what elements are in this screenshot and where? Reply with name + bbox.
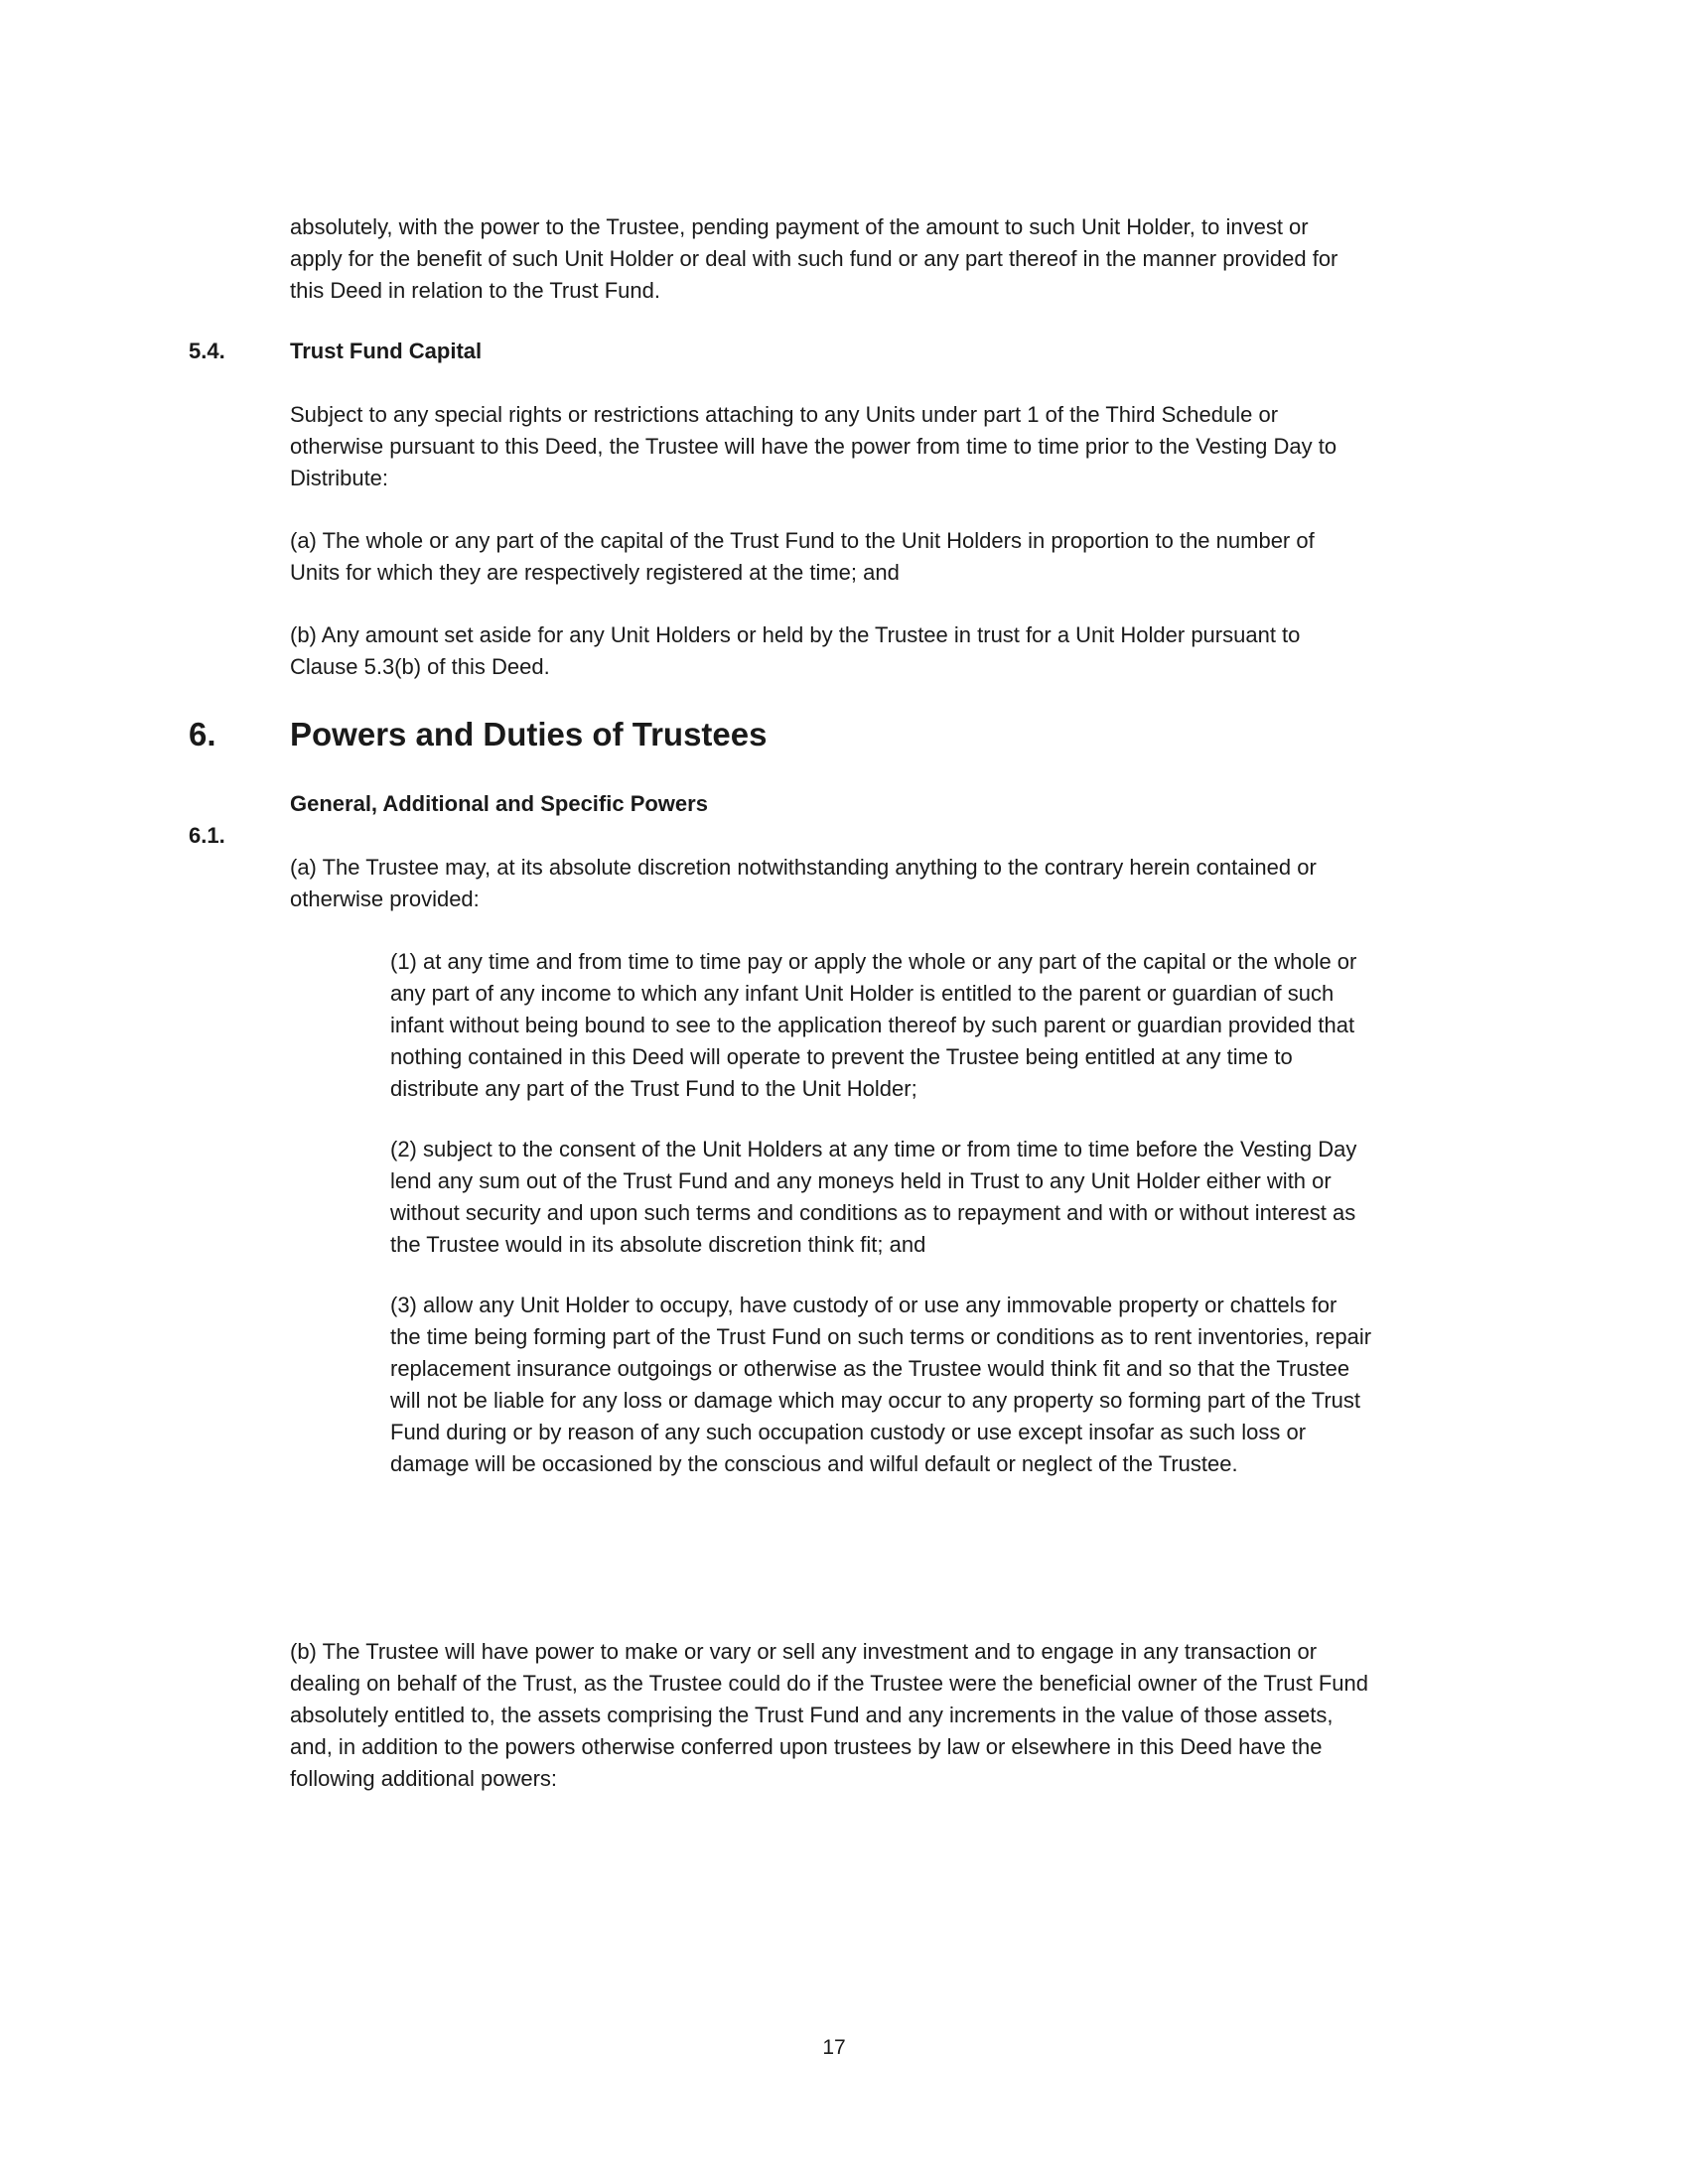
text-line: infant without being bound to see to the application thereof by such parent or guardian provided that: [390, 1013, 1355, 1037]
text-line: distribute any part of the Trust Fund to the Unit Holder;: [390, 1076, 917, 1101]
section-5-4-number: 5.4.: [189, 339, 225, 363]
section-5-4-clause-b: [290, 619, 1300, 683]
text-line: Units for which they are respectively registered at the time; and: [290, 560, 900, 585]
section-5-4-intro: [290, 399, 1336, 494]
section-6-number: 6.: [189, 716, 216, 752]
section-5-4-clause-a: [290, 525, 1315, 589]
text-line: nothing contained in this Deed will operate to prevent the Trustee being entitled at any time to: [390, 1044, 1293, 1069]
text-line: without security and upon such terms and conditions as to repayment and with or without interest as: [390, 1200, 1356, 1225]
text-line: absolutely entitled to, the assets comprising the Trust Fund and any increments in the value of those assets,: [290, 1703, 1334, 1727]
text-line: lend any sum out of the Trust Fund and any moneys held in Trust to any Unit Holder either with or: [390, 1168, 1332, 1193]
text-line: Clause 5.3(b) of this Deed.: [290, 654, 550, 679]
text-line: and, in addition to the powers otherwise conferred upon trustees by law or elsewhere in this Deed have the: [290, 1734, 1323, 1759]
text-line: (b) The Trustee will have power to make or vary or sell any investment and to engage in any transaction or: [290, 1639, 1318, 1664]
text-line: (a) The whole or any part of the capital of the Trust Fund to the Unit Holders in proportion to the number of: [290, 528, 1315, 553]
section-6-1-number: 6.1.: [189, 823, 225, 848]
section-6-1-item-3: [390, 1290, 1371, 1480]
text-line: following additional powers:: [290, 1766, 558, 1791]
text-line: (1) at any time and from time to time pay or apply the whole or any part of the capital or the whole or: [390, 949, 1357, 974]
text-line: (2) subject to the consent of the Unit Holders at any time or from time to time before the Vesting Day: [390, 1137, 1357, 1161]
section-6-1-item-1: [390, 946, 1356, 1105]
section-6-1-clause-b: [290, 1636, 1368, 1795]
text-line: (b) Any amount set aside for any Unit Holders or held by the Trustee in trust for a Unit Holder pursuant to: [290, 622, 1301, 647]
text-line: Fund during or by reason of any such occupation custody or use except insofar as such loss or: [390, 1420, 1307, 1444]
text-line: any part of any income to which any infant Unit Holder is entitled to the parent or guardian of such: [390, 981, 1335, 1006]
text-line: replacement insurance outgoings or otherwise as the Trustee would think fit and so that the Trustee: [390, 1356, 1350, 1381]
text-line: absolutely, with the power to the Trustee, pending payment of the amount to such Unit Holder, to invest or: [290, 214, 1309, 239]
section-5-4-title: Trust Fund Capital: [290, 339, 483, 363]
page-number: 17: [822, 2036, 846, 2059]
text-line: (a) The Trustee may, at its absolute discretion notwithstanding anything to the contrary herein contained or: [290, 855, 1317, 880]
section-6-1-clause-a: [290, 852, 1317, 915]
text-line: the Trustee would in its absolute discretion think fit; and: [390, 1232, 926, 1257]
text-line: will not be liable for any loss or damage which may occur to any property so forming part of the Trust: [390, 1388, 1361, 1413]
text-line: apply for the benefit of such Unit Holder or deal with such fund or any part thereof in the manner provided for: [290, 246, 1338, 271]
text-line: otherwise provided:: [290, 887, 480, 911]
section-6-1-item-2: [390, 1134, 1356, 1261]
text-line: this Deed in relation to the Trust Fund.: [290, 278, 660, 303]
text-line: damage will be occasioned by the conscious and wilful default or neglect of the Trustee.: [390, 1451, 1238, 1476]
text-line: Distribute:: [290, 466, 389, 490]
section-6-1-title: General, Additional and Specific Powers: [290, 791, 708, 816]
text-line: (3) allow any Unit Holder to occupy, have custody of or use any immovable property or chattels for: [390, 1293, 1337, 1317]
text-line: otherwise pursuant to this Deed, the Trustee will have the power from time to time prior to the Vesting Day to: [290, 434, 1337, 459]
continuation-paragraph: [290, 211, 1337, 307]
text-line: dealing on behalf of the Trust, as the Trustee could do if the Trustee were the beneficial owner of the Trust Fund: [290, 1671, 1368, 1696]
text-line: Subject to any special rights or restrictions attaching to any Units under part 1 of the Third Schedule or: [290, 402, 1279, 427]
text-line: the time being forming part of the Trust Fund on such terms or conditions as to rent inventories, repair: [390, 1324, 1372, 1349]
section-6-title: Powers and Duties of Trustees: [290, 716, 768, 752]
